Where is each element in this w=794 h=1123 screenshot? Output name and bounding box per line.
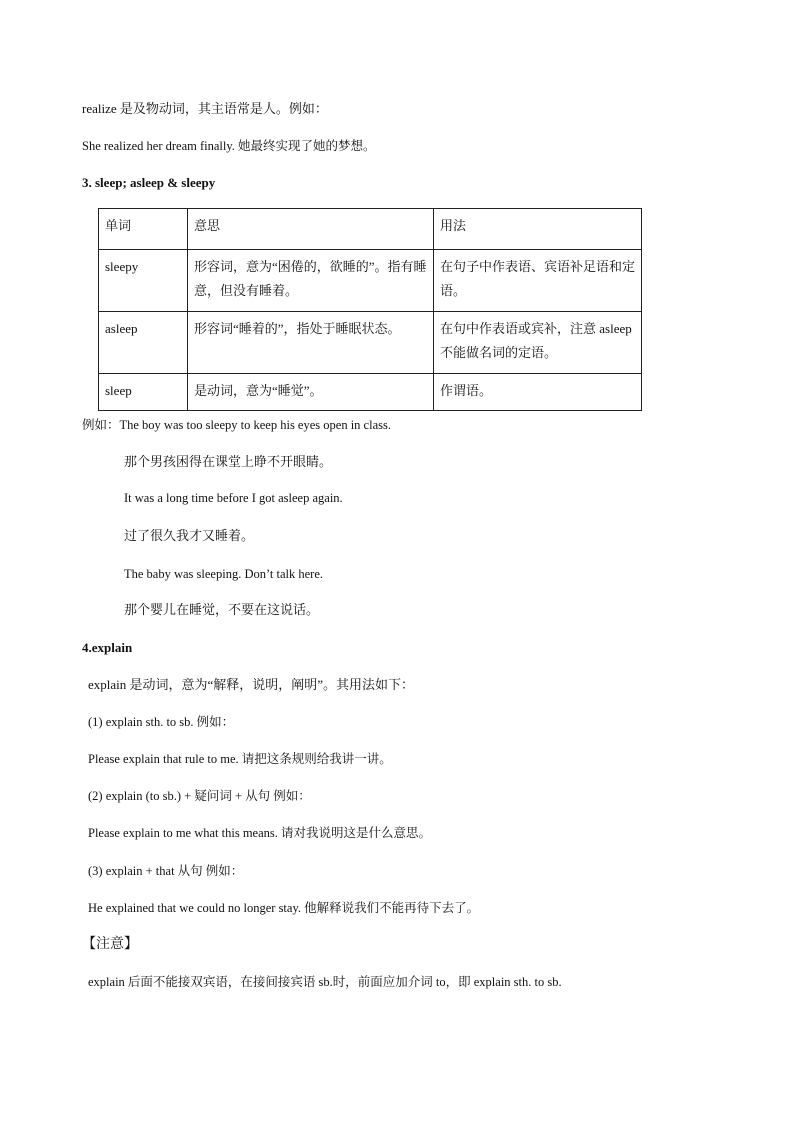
vocab-table bbox=[98, 208, 642, 411]
explain-usage-1-example: Please explain that rule to me. 请把这条规则给我讲一讲。 bbox=[88, 752, 392, 766]
table-cell-word: sleepy bbox=[99, 250, 188, 312]
section-heading-sleep: 3. sleep; asleep & sleepy bbox=[82, 175, 216, 190]
sleep-example-3-translation: 那个婴儿在睡觉，不要在这说话。 bbox=[124, 602, 320, 617]
table-header-cell: 意思 bbox=[188, 209, 434, 250]
explain-definition: explain 是动词，意为“解释，说明，阐明”。其用法如下： bbox=[88, 677, 415, 692]
table-cell-word: asleep bbox=[99, 312, 188, 374]
explain-usage-2-example: Please explain to me what this means. 请对我说明这是什么意思。 bbox=[88, 826, 432, 840]
sleep-example-2: It was a long time before I got asleep again. bbox=[124, 491, 343, 505]
table-cell-usage: 在句子中作表语、宾语补足语和定语。 bbox=[434, 250, 642, 312]
sleep-example-3: The baby was sleeping. Don’t talk here. bbox=[124, 567, 324, 581]
table-row bbox=[99, 250, 642, 312]
realize-example: She realized her dream finally. 她最终实现了她的梦想。 bbox=[82, 139, 376, 153]
table-header-cell: 用法 bbox=[434, 209, 642, 250]
realize-note: realize 是及物动词，其主语常是人。例如： bbox=[82, 101, 328, 116]
sleep-example-1-translation: 那个男孩困得在课堂上睁不开眼睛。 bbox=[124, 454, 333, 469]
table-row bbox=[99, 312, 642, 374]
table-header-row bbox=[99, 209, 642, 250]
note-text: explain 后面不能接双宾语，在接间接宾语 sb.时，前面应加介词 to，即 explain sth. to sb. bbox=[88, 975, 562, 989]
explain-usage-2: (2) explain (to sb.) + 疑问词 + 从句 例如： bbox=[88, 789, 311, 803]
table-row bbox=[99, 374, 642, 411]
sleep-example-1: 例如：The boy was too sleepy to keep his eyes open in class. bbox=[82, 418, 391, 432]
explain-usage-3-example: He explained that we could no longer stay. 他解释说我们不能再待下去了。 bbox=[88, 901, 480, 915]
table-header-cell: 单词 bbox=[99, 209, 188, 250]
table-cell-meaning: 是动词，意为“睡觉”。 bbox=[188, 374, 434, 411]
table-cell-word: sleep bbox=[99, 374, 188, 411]
table-cell-meaning: 形容词“睡着的”，指处于睡眠状态。 bbox=[188, 312, 434, 374]
explain-usage-3: (3) explain + that 从句 例如： bbox=[88, 864, 244, 878]
sleep-example-2-translation: 过了很久我才又睡着。 bbox=[124, 528, 255, 543]
table-cell-meaning: 形容词，意为“困倦的，欲睡的”。指有睡意，但没有睡着。 bbox=[188, 250, 434, 312]
table-cell-usage: 作谓语。 bbox=[434, 374, 642, 411]
explain-usage-1: (1) explain sth. to sb. 例如： bbox=[88, 715, 235, 729]
note-heading: 【注意】 bbox=[82, 937, 138, 952]
table-cell-usage: 在句中作表语或宾补，注意 asleep 不能做名词的定语。 bbox=[434, 312, 642, 374]
section-heading-explain: 4.explain bbox=[82, 640, 133, 655]
